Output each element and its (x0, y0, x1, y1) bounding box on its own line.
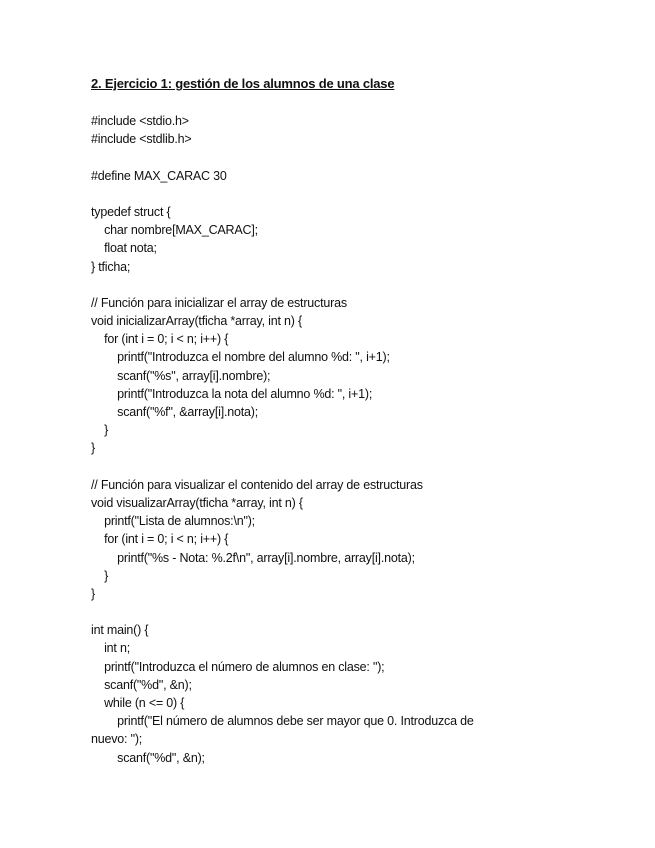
code-line: } tficha; (91, 259, 131, 274)
code-block (91, 112, 541, 767)
code-line: // Función para visualizar el contenido del array de estructuras (91, 477, 423, 492)
code-line: } (91, 441, 95, 456)
code-line: printf("Introduzca el nombre del alumno %d: ", i+1); (91, 350, 390, 365)
code-line: // Función para inicializar el array de estructuras (91, 295, 347, 310)
code-line: void inicializarArray(tficha *array, int n) { (91, 314, 302, 329)
code-line: printf("Lista de alumnos:\n"); (91, 514, 255, 529)
code-line (91, 185, 541, 203)
code-line: while (n <= 0) { (91, 696, 185, 710)
code-line: #include <stdio.h> (91, 114, 189, 128)
code-line: int main() { (91, 623, 149, 638)
code-line: void visualizarArray(tficha *array, int n) { (91, 495, 303, 510)
code-line: nuevo: "); (91, 732, 143, 747)
code-line: #define MAX_CARAC 30 (91, 168, 227, 183)
code-line: printf("%s - Nota: %.2f\n", array[i].nombre, array[i].nota); (91, 550, 415, 565)
code-line: int n; (91, 641, 130, 656)
code-line: printf("Introduzca el número de alumnos en clase: "); (91, 659, 385, 674)
code-line: #include <stdlib.h> (91, 132, 192, 147)
code-line: for (int i = 0; i < n; i++) { (91, 332, 229, 347)
code-line: scanf("%d", &n); (91, 750, 205, 765)
code-line: printf("Introduzca la nota del alumno %d: ", i+1); (91, 386, 373, 401)
code-line: scanf("%f", &array[i].nota); (91, 405, 259, 419)
code-line: float nota; (91, 241, 157, 256)
code-line: scanf("%d", &n); (91, 677, 192, 692)
code-line: } (91, 568, 109, 583)
code-line: printf("El número de alumnos debe ser mayor que 0. Introduzca de (91, 714, 474, 729)
code-line: typedef struct { (91, 204, 171, 219)
code-line: scanf("%s", array[i].nombre); (91, 368, 271, 383)
code-line (91, 148, 541, 166)
code-line: char nombre[MAX_CARAC]; (91, 223, 258, 238)
code-line: for (int i = 0; i < n; i++) { (91, 532, 229, 547)
code-line (91, 276, 541, 294)
section-heading: 2. Ejercicio 1: gestión de los alumnos de una clase (91, 76, 395, 91)
code-line (91, 603, 541, 621)
code-line (91, 458, 541, 476)
code-line: } (91, 423, 109, 438)
code-line: } (91, 586, 95, 601)
